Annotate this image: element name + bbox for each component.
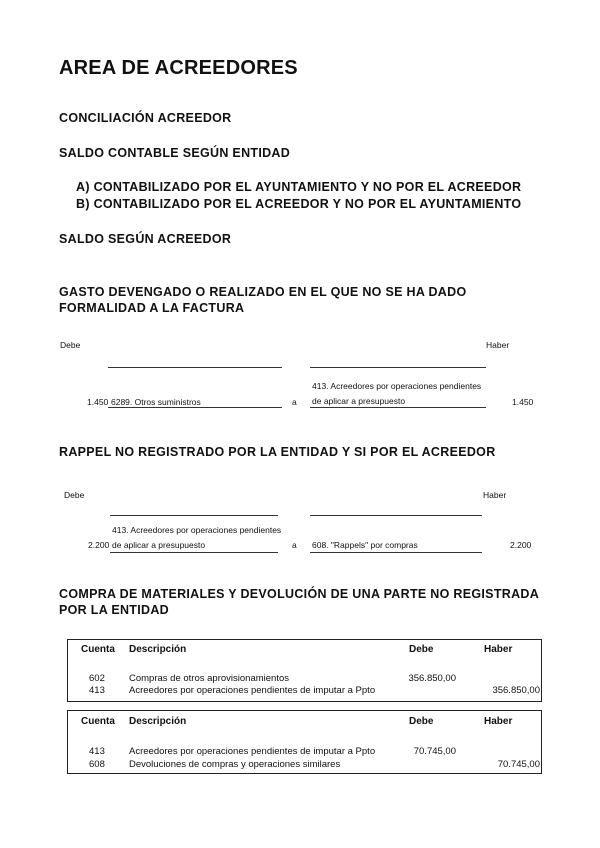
gasto-haber-label: Haber — [486, 340, 510, 350]
item-a: A) CONTABILIZADO POR EL AYUNTAMIENTO Y NO POR EL ACREEDOR — [76, 180, 522, 194]
col-debe-header: Debe — [409, 644, 434, 655]
row-cuenta: 602 — [89, 673, 105, 684]
gasto-heading: GASTO DEVENGADO O REALIZADO EN EL QUE NO SE HA DADO FORMALIDAD A LA FACTURA — [59, 285, 467, 315]
gasto-credit-account: 413. Acreedores por operaciones pendientes de aplicar a presupuesto — [312, 381, 482, 406]
gasto-debit-underline — [108, 407, 282, 408]
rappel-amount-left: 2.200 — [88, 540, 110, 550]
gasto-credit-underline — [310, 407, 486, 408]
col-descripcion-header: Descripción — [129, 644, 187, 655]
gasto-a: a — [292, 397, 297, 407]
saldo-contable-heading: SALDO CONTABLE SEGÚN ENTIDAD — [59, 146, 291, 160]
col-haber-header: Haber — [484, 716, 513, 727]
rappel-debit-account: 413. Acreedores por operaciones pendientes de aplicar a presupuesto — [112, 525, 282, 550]
journal-table-1 — [67, 639, 542, 702]
row-cuenta: 413 — [89, 746, 105, 757]
row-descripcion: Acreedores por operaciones pendientes de imputar a Ppto — [129, 685, 376, 696]
rappel-credit-underline — [310, 552, 482, 553]
col-haber-header: Haber — [484, 644, 513, 655]
row-debe: 70.745,00 — [413, 746, 456, 757]
rappel-credit-line — [310, 515, 482, 516]
gasto-debit-line — [108, 367, 282, 368]
row-descripcion: Devoluciones de compras y operaciones similares — [129, 759, 341, 770]
journal-table-2 — [67, 710, 542, 774]
rappel-debit-underline — [110, 552, 278, 553]
col-cuenta-header: Cuenta — [81, 644, 115, 655]
gasto-credit-line — [310, 367, 486, 368]
rappel-haber-label: Haber — [483, 490, 507, 500]
row-debe: 356.850,00 — [408, 673, 456, 684]
item-b: B) CONTABILIZADO POR EL ACREEDOR Y NO POR EL AYUNTAMIENTO — [76, 197, 522, 211]
gasto-debit-account: 6289. Otros suministros — [111, 397, 201, 407]
row-descripcion: Acreedores por operaciones pendientes de imputar a Ppto — [129, 746, 376, 757]
gasto-amount-right: 1.450 — [512, 397, 534, 407]
rappel-debit-line — [110, 515, 278, 516]
rappel-heading: RAPPEL NO REGISTRADO POR LA ENTIDAD Y SI POR EL ACREEDOR — [59, 445, 496, 459]
col-descripcion-header: Descripción — [129, 716, 187, 727]
row-cuenta: 413 — [89, 685, 105, 696]
row-descripcion: Compras de otros aprovisionamientos — [129, 673, 289, 684]
conciliacion-heading: CONCILIACIÓN ACREEDOR — [59, 111, 232, 125]
saldo-acreedor-heading: SALDO SEGÚN ACREEDOR — [59, 232, 232, 246]
row-haber: 356.850,00 — [492, 685, 540, 696]
row-haber: 70.745,00 — [497, 759, 540, 770]
col-cuenta-header: Cuenta — [81, 716, 115, 727]
gasto-amount-left: 1.450 — [87, 397, 109, 407]
rappel-credit-account: 608. "Rappels" por compras — [312, 540, 418, 550]
rappel-amount-right: 2.200 — [510, 540, 532, 550]
page-title: AREA DE ACREEDORES — [59, 57, 298, 79]
col-debe-header: Debe — [409, 716, 434, 727]
compra-heading: COMPRA DE MATERIALES Y DEVOLUCIÓN DE UNA PARTE NO REGISTRADA POR LA ENTIDAD — [59, 587, 539, 617]
gasto-debe-label: Debe — [60, 340, 81, 350]
rappel-debe-label: Debe — [64, 490, 85, 500]
row-cuenta: 608 — [89, 759, 105, 770]
rappel-a: a — [292, 540, 297, 550]
